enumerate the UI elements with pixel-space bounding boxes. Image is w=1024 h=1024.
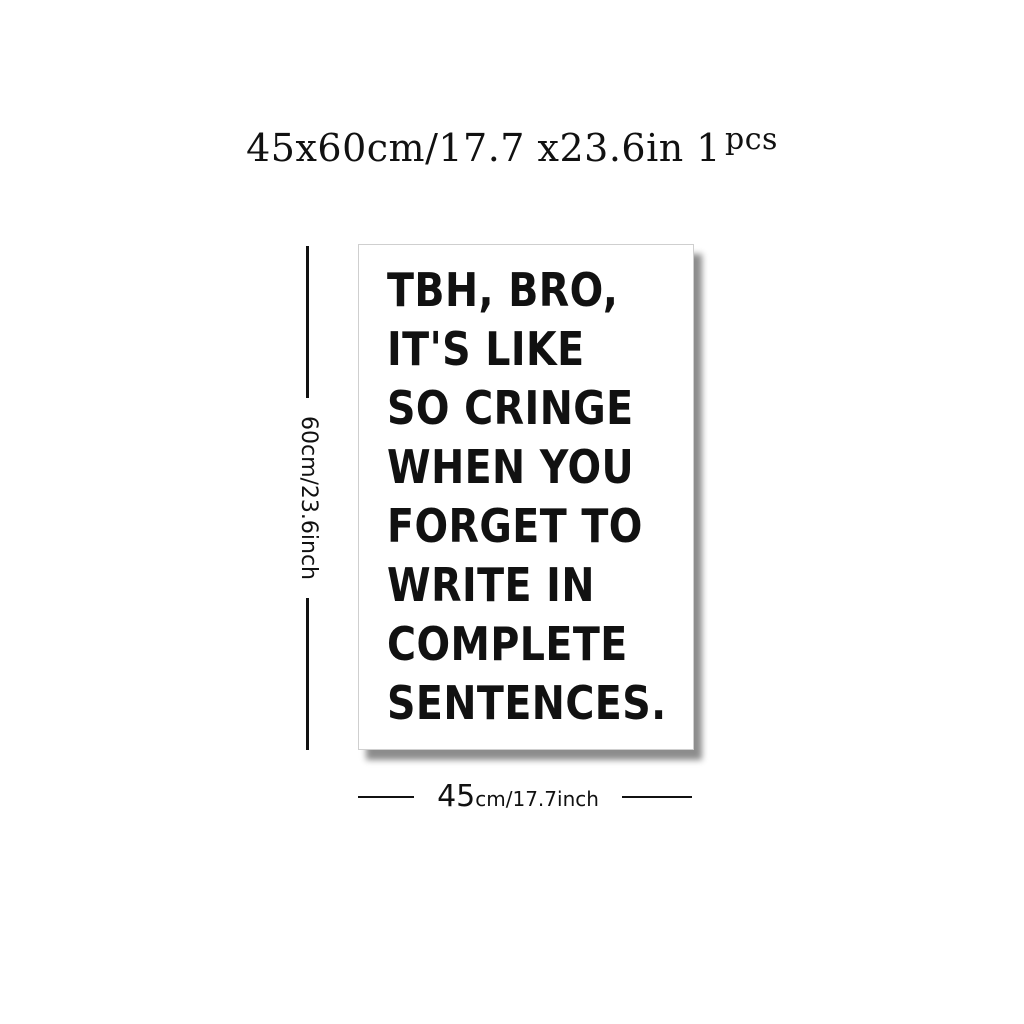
- poster-line: WRITE IN: [387, 558, 595, 612]
- size-title-suffix: pcs: [724, 122, 778, 157]
- poster-canvas: [358, 244, 694, 750]
- size-title: [0, 122, 1024, 170]
- poster-line: TBH, BRO,: [387, 263, 619, 317]
- width-value: 45: [437, 779, 476, 814]
- height-dimension-label: 60cm/23.6inch: [296, 415, 321, 580]
- poster-line: WHEN YOU: [387, 440, 635, 494]
- width-unit: cm/17.7inch: [475, 787, 599, 811]
- width-dimension-line-right: [622, 796, 692, 798]
- poster-quote: [387, 261, 667, 733]
- size-title-main: 45x60cm/17.7 x23.6in 1: [246, 126, 721, 170]
- width-dimension-line-left: [358, 796, 414, 798]
- poster-line: SENTENCES.: [387, 676, 667, 730]
- poster-line: SO CRINGE: [387, 381, 634, 435]
- width-dimension-label: [414, 779, 622, 819]
- poster-line: COMPLETE: [387, 617, 628, 671]
- height-dimension-line-top: [306, 246, 309, 398]
- height-dimension-line-bottom: [306, 598, 309, 750]
- poster-line: FORGET TO: [387, 499, 643, 553]
- poster-line: IT'S LIKE: [387, 322, 585, 376]
